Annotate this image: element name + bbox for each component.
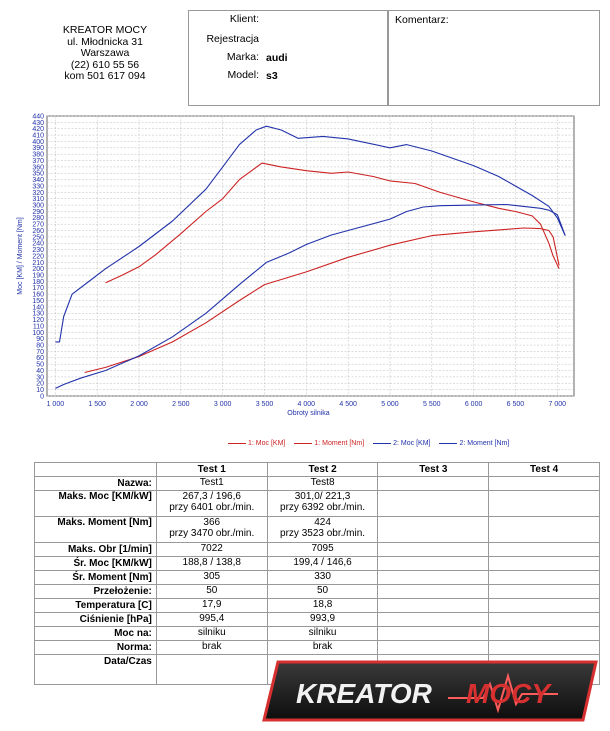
cell-value: przy 3523 obr./min. bbox=[280, 528, 366, 539]
cell-test-1 bbox=[156, 599, 267, 613]
cell-test-1 bbox=[156, 585, 267, 599]
legend-item-3 bbox=[373, 440, 430, 447]
company-street: ul. Młodnicka 31 bbox=[67, 35, 143, 48]
y-tick-label: 70 bbox=[36, 348, 44, 356]
table-row bbox=[35, 491, 600, 517]
y-tick-label: 80 bbox=[36, 342, 44, 350]
cell-test-2 bbox=[267, 517, 378, 543]
cell-value: 7095 bbox=[311, 543, 334, 554]
table-row bbox=[35, 627, 600, 641]
y-tick-label: 430 bbox=[32, 119, 44, 127]
cell-test-4 bbox=[489, 557, 600, 571]
y-tick-label: 90 bbox=[36, 336, 44, 344]
x-tick-label: 6 000 bbox=[464, 401, 483, 408]
y-tick-label: 160 bbox=[32, 291, 44, 299]
cell-test-1 bbox=[156, 641, 267, 655]
y-tick-label: 320 bbox=[32, 189, 44, 197]
cell-value: 995,4 bbox=[199, 613, 225, 624]
y-tick-label: 120 bbox=[32, 317, 44, 325]
cell-value: 424 bbox=[314, 517, 331, 528]
cell-test-2 bbox=[267, 641, 378, 655]
chart-legend bbox=[228, 440, 518, 447]
header-test-4: Test 4 bbox=[489, 463, 600, 477]
cell-value: 301,0/ 221,3 bbox=[294, 491, 351, 502]
cell-test-4 bbox=[489, 571, 600, 585]
cell-test-3 bbox=[378, 613, 489, 627]
y-tick-label: 140 bbox=[32, 304, 44, 312]
table-row bbox=[35, 557, 600, 571]
y-tick-label: 350 bbox=[32, 170, 44, 178]
table-row bbox=[35, 517, 600, 543]
y-axis-label: Moc [KM] / Moment [Nm] bbox=[17, 217, 24, 295]
x-tick-label: 3 000 bbox=[213, 401, 232, 408]
y-tick-label: 410 bbox=[32, 132, 44, 140]
x-tick-label: 1 500 bbox=[88, 401, 106, 408]
legend-swatch bbox=[373, 443, 391, 444]
company-mobile: kom 501 617 094 bbox=[64, 70, 146, 82]
header-test-3: Test 3 bbox=[378, 463, 489, 477]
cell-test-2 bbox=[267, 543, 378, 557]
x-tick-label: 2 000 bbox=[130, 401, 148, 408]
cell-test-1 bbox=[156, 517, 267, 543]
company-info bbox=[40, 25, 170, 83]
cell-test-4 bbox=[489, 627, 600, 641]
header-test-1: Test 1 bbox=[156, 463, 267, 477]
cell-test-1 bbox=[156, 655, 267, 685]
y-tick-label: 400 bbox=[32, 138, 44, 146]
row-label: Norma: bbox=[35, 641, 157, 655]
cell-test-4 bbox=[489, 517, 600, 543]
comment-label: Komentarz: bbox=[395, 14, 449, 26]
legend-item-4 bbox=[439, 440, 509, 447]
y-tick-label: 200 bbox=[32, 266, 44, 274]
cell-test-3 bbox=[378, 599, 489, 613]
y-tick-label: 20 bbox=[36, 380, 44, 388]
header-test-2: Test 2 bbox=[267, 463, 378, 477]
y-tick-label: 240 bbox=[32, 240, 44, 248]
x-tick-label: 5 000 bbox=[381, 401, 399, 408]
cell-value: 50 bbox=[206, 585, 218, 596]
row-label: Ciśnienie [hPa] bbox=[35, 613, 157, 627]
legend-label: 2: Moc [KM] bbox=[393, 440, 431, 447]
row-label: Śr. Moc [KM/kW] bbox=[35, 557, 157, 571]
cell-value: 50 bbox=[317, 585, 329, 596]
y-tick-label: 210 bbox=[32, 259, 44, 267]
cell-value: Test1 bbox=[199, 477, 224, 488]
y-tick-label: 420 bbox=[32, 126, 44, 134]
legend-swatch bbox=[439, 443, 457, 444]
legend-swatch bbox=[294, 443, 312, 444]
cell-value: brak bbox=[312, 641, 333, 652]
comment-box bbox=[388, 10, 600, 106]
cell-test-2 bbox=[267, 491, 378, 517]
legend-item-2 bbox=[294, 440, 364, 447]
chart-grid bbox=[47, 116, 574, 396]
x-tick-label: 3 500 bbox=[255, 401, 274, 408]
y-tick-label: 230 bbox=[32, 247, 44, 255]
y-tick-label: 150 bbox=[32, 297, 44, 305]
table-row bbox=[35, 585, 600, 599]
y-tick-label: 360 bbox=[32, 164, 44, 172]
cell-value: 993,9 bbox=[310, 613, 336, 624]
client-label: Klient: bbox=[229, 13, 259, 25]
cell-value: 18,8 bbox=[312, 599, 333, 610]
company-city: Warszawa bbox=[80, 47, 130, 59]
row-label: Maks. Moment [Nm] bbox=[35, 517, 157, 543]
cell-test-1 bbox=[156, 557, 267, 571]
x-tick-label: 4 000 bbox=[297, 401, 316, 408]
row-label: Maks. Moc [KM/kW] bbox=[35, 491, 157, 517]
y-tick-label: 40 bbox=[36, 367, 44, 375]
cell-test-3 bbox=[378, 585, 489, 599]
y-tick-label: 50 bbox=[36, 361, 44, 369]
row-label: Maks. Obr [1/min] bbox=[35, 543, 157, 557]
x-tick-label: 7 000 bbox=[548, 401, 567, 408]
row-label: Temperatura [C] bbox=[35, 599, 157, 613]
y-tick-label: 130 bbox=[32, 310, 44, 318]
y-tick-label: 330 bbox=[32, 183, 44, 191]
y-tick-label: 260 bbox=[32, 227, 44, 235]
cell-test-2 bbox=[267, 571, 378, 585]
cell-value: 366 bbox=[203, 517, 221, 528]
y-tick-label: 370 bbox=[32, 157, 44, 165]
y-tick-label: 380 bbox=[32, 151, 44, 159]
x-tick-label: 6 500 bbox=[506, 401, 525, 408]
kreator-mocy-logo bbox=[258, 658, 603, 724]
cell-test-1 bbox=[156, 613, 267, 627]
cell-test-3 bbox=[378, 627, 489, 641]
results-table bbox=[34, 462, 600, 685]
y-tick-label: 280 bbox=[32, 215, 44, 223]
table-row bbox=[35, 641, 600, 655]
cell-value: 7022 bbox=[200, 543, 223, 554]
cell-value: brak bbox=[202, 641, 222, 652]
y-tick-label: 390 bbox=[32, 145, 44, 153]
cell-test-2 bbox=[267, 599, 378, 613]
y-tick-label: 170 bbox=[32, 285, 44, 293]
y-tick-label: 300 bbox=[32, 202, 44, 210]
cell-value: 199,4 / 146,6 bbox=[293, 557, 352, 568]
cell-test-2 bbox=[267, 557, 378, 571]
cell-test-3 bbox=[378, 557, 489, 571]
row-label: Nazwa: bbox=[35, 477, 157, 491]
cell-test-3 bbox=[378, 477, 489, 491]
legend-swatch bbox=[228, 443, 246, 444]
table-row bbox=[35, 613, 600, 627]
registration-label: Rejestracja bbox=[206, 33, 259, 45]
y-tick-label: 60 bbox=[36, 355, 44, 363]
cell-test-1 bbox=[156, 571, 267, 585]
cell-test-1 bbox=[156, 491, 267, 517]
legend-item-1 bbox=[228, 440, 285, 447]
make-value: audi bbox=[266, 52, 288, 64]
cell-value: przy 3470 obr./min. bbox=[169, 528, 255, 539]
dyno-chart bbox=[0, 106, 610, 426]
cell-value: przy 6392 obr./min. bbox=[280, 502, 366, 513]
cell-test-2 bbox=[267, 477, 378, 491]
cell-test-1 bbox=[156, 627, 267, 641]
y-tick-label: 440 bbox=[32, 113, 44, 121]
cell-value: 17,9 bbox=[202, 599, 222, 610]
table-row bbox=[35, 599, 600, 613]
y-tick-label: 0 bbox=[40, 393, 44, 401]
cell-value: 305 bbox=[203, 571, 221, 582]
legend-label: 1: Moc [KM] bbox=[248, 440, 286, 447]
y-tick-label: 250 bbox=[32, 234, 44, 242]
cell-test-4 bbox=[489, 543, 600, 557]
cell-test-1 bbox=[156, 543, 267, 557]
y-tick-label: 100 bbox=[32, 329, 44, 337]
client-box bbox=[188, 10, 388, 106]
logo-word-mocy: MOCY bbox=[466, 678, 550, 709]
cell-test-2 bbox=[267, 613, 378, 627]
logo-word-kreator: KREATOR bbox=[296, 678, 432, 709]
header-blank bbox=[35, 463, 157, 477]
y-tick-label: 180 bbox=[32, 278, 44, 286]
cell-test-4 bbox=[489, 477, 600, 491]
cell-test-3 bbox=[378, 491, 489, 517]
cell-test-4 bbox=[489, 599, 600, 613]
cell-test-4 bbox=[489, 585, 600, 599]
cell-test-3 bbox=[378, 641, 489, 655]
cell-value: 267,3 / 196,6 bbox=[182, 491, 241, 502]
cell-test-2 bbox=[267, 627, 378, 641]
legend-label: 2: Moment [Nm] bbox=[459, 440, 510, 447]
y-tick-label: 30 bbox=[36, 374, 44, 382]
y-tick-label: 270 bbox=[32, 221, 44, 229]
cell-test-1 bbox=[156, 477, 267, 491]
row-label: Moc na: bbox=[35, 627, 157, 641]
y-tick-label: 190 bbox=[32, 272, 44, 280]
x-tick-label: 5 500 bbox=[423, 401, 441, 408]
model-value: s3 bbox=[266, 70, 278, 82]
row-label: Przełożenie: bbox=[35, 585, 157, 599]
cell-test-3 bbox=[378, 517, 489, 543]
table-row bbox=[35, 571, 600, 585]
cell-value: 188,8 / 138,8 bbox=[182, 557, 241, 568]
cell-value: 330 bbox=[314, 571, 331, 582]
x-tick-label: 2 500 bbox=[172, 401, 190, 408]
cell-test-4 bbox=[489, 491, 600, 517]
cell-test-3 bbox=[378, 543, 489, 557]
table-row bbox=[35, 477, 600, 491]
company-phone: (22) 610 55 56 bbox=[70, 58, 140, 71]
cell-value: silniku bbox=[197, 627, 226, 638]
y-tick-label: 340 bbox=[32, 177, 44, 185]
cell-test-4 bbox=[489, 613, 600, 627]
cell-value: Test8 bbox=[310, 477, 335, 488]
y-tick-label: 290 bbox=[32, 208, 44, 216]
cell-test-4 bbox=[489, 641, 600, 655]
x-tick-label: 4 500 bbox=[339, 401, 357, 408]
table-row bbox=[35, 543, 600, 557]
y-tick-label: 310 bbox=[32, 196, 44, 204]
x-tick-label: 1 000 bbox=[46, 401, 65, 408]
y-tick-label: 110 bbox=[32, 323, 44, 331]
make-label: Marka: bbox=[226, 51, 259, 63]
model-label: Model: bbox=[227, 69, 259, 81]
row-label: Śr. Moment [Nm] bbox=[35, 571, 157, 585]
cell-value: silniku bbox=[308, 627, 337, 638]
legend-label: 1: Moment [Nm] bbox=[314, 440, 365, 447]
company-name: KREATOR MOCY bbox=[62, 24, 148, 36]
x-axis-label: Obroty silnika bbox=[287, 410, 330, 417]
cell-test-2 bbox=[267, 585, 378, 599]
row-label: Data/Czas bbox=[35, 655, 157, 685]
cell-value: przy 6401 obr./min. bbox=[169, 502, 255, 513]
cell-test-3 bbox=[378, 571, 489, 585]
y-tick-label: 220 bbox=[32, 253, 44, 261]
y-tick-label: 10 bbox=[36, 387, 44, 395]
